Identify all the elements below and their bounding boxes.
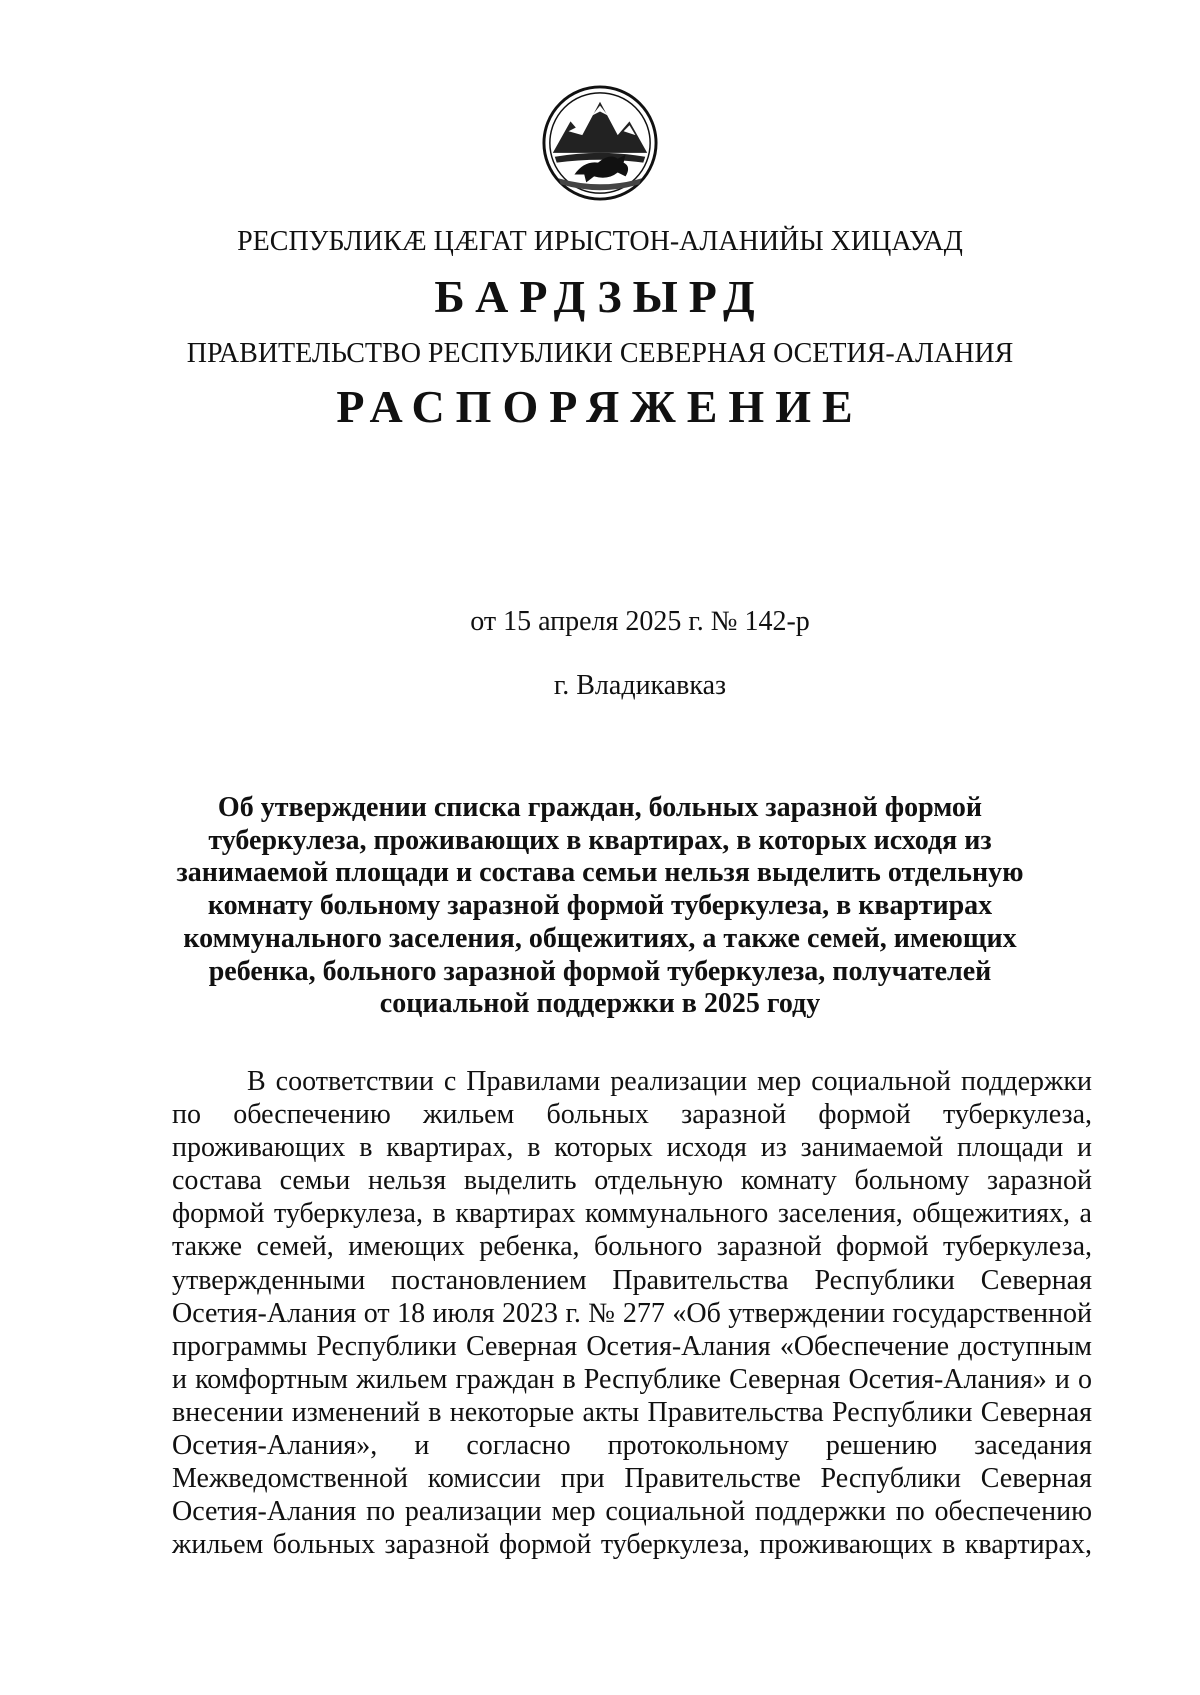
body-line: внесении изменений в некоторые акты Правительства Республики Северная (172, 1396, 1092, 1428)
coat-of-arms-emblem (541, 84, 659, 202)
title-line: комнату больному заразной формой туберкулеза, в квартирах (207, 890, 993, 922)
body-line: В соответствии с Правилами реализации мер социальной поддержки (247, 1066, 1092, 1097)
title-line: социальной поддержки в 2025 году (379, 988, 821, 1020)
russian-document-type: РАСПОРЯЖЕНИЕ (336, 381, 864, 432)
document-body (172, 1065, 1092, 1561)
body-line: и комфортным жильем граждан в Республике Северная Осетия-Алания» и о (172, 1363, 1092, 1395)
body-line: жильем больных заразной формой туберкулеза, проживающих в квартирах, (172, 1529, 1092, 1561)
russian-government-name: ПРАВИТЕЛЬСТВО РЕСПУБЛИКИ СЕВЕРНАЯ ОСЕТИЯ-АЛАНИЯ (186, 338, 1014, 369)
body-line: Осетия-Алания от 18 июля 2023 г. № 277 «Об утверждении государственной (172, 1297, 1092, 1329)
body-line: программы Республики Северная Осетия-Алания «Обеспечение доступным (172, 1330, 1092, 1362)
body-line: Осетия-Алания», и согласно протокольному решению заседания (172, 1430, 1092, 1462)
body-line: по обеспечению жильем больных заразной формой туберкулеза, (172, 1099, 1092, 1131)
title-line: ребенка, больного заразной формой туберкулеза, получателей (208, 955, 992, 987)
body-line: состава семьи нельзя выделить отдельную комнату больному заразной (172, 1165, 1092, 1197)
body-line: утвержденными постановлением Правительства Республики Северная (172, 1264, 1092, 1296)
document-city: г. Владикавказ (553, 670, 727, 701)
ossetian-government-name: РЕСПУБЛИКӔ ЦӔГАТ ИРЫСТОН-АЛАНИЙЫ ХИЦАУАД (237, 226, 963, 257)
body-line: Осетия-Алания по реализации мер социальной поддержки по обеспечению (172, 1496, 1092, 1528)
title-line: Об утверждении списка граждан, больных заразной формой (217, 792, 983, 823)
title-line: занимаемой площади и состава семьи нельзя выделить отдельную (176, 857, 1024, 889)
document-date-number: от 15 апреля 2025 г. № 142-р (470, 606, 810, 637)
ossetian-document-type: БАРДЗЫРД (434, 271, 766, 322)
title-line: туберкулеза, проживающих в квартирах, в которых исходя из (208, 824, 992, 856)
body-line: проживающих в квартирах, в которых исходя из занимаемой площади и (172, 1132, 1092, 1164)
body-line: Межведомственной комиссии при Правительстве Республики Северная (172, 1463, 1092, 1495)
document-title (160, 792, 1040, 1021)
title-line: коммунального заселения, общежитиях, а также семей, имеющих (183, 922, 1017, 954)
body-line: формой туберкулеза, в квартирах коммунального заселения, общежитиях, а (172, 1198, 1092, 1230)
body-line: также семей, имеющих ребенка, больного заразной формой туберкулеза, (172, 1231, 1092, 1263)
